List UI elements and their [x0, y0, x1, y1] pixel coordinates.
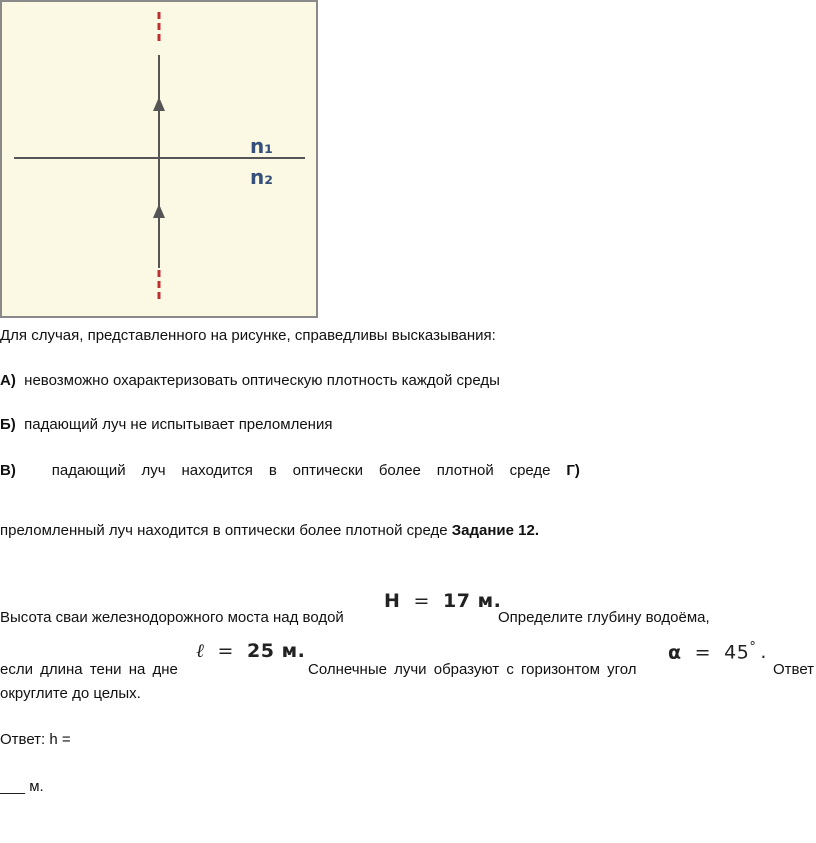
formula-angle	[668, 640, 767, 663]
option-word: в	[268, 462, 277, 479]
option-word: более	[378, 462, 421, 479]
option-text: невозможно охарактеризовать оптическую плотность каждой среды	[24, 372, 500, 389]
label-n2: n₂	[250, 165, 273, 189]
formula-symbol: H	[384, 590, 401, 612]
option-word: находится	[181, 462, 253, 479]
refraction-figure	[0, 0, 318, 318]
formula-height	[384, 590, 501, 612]
task-title: Задание 12.	[451, 522, 539, 539]
formula-symbol: ℓ	[196, 640, 205, 662]
option-key: А)	[0, 372, 16, 389]
option-b	[0, 416, 332, 434]
task-line1-end: Определите глубину водоёма,	[498, 609, 710, 626]
task-line2-end: Ответ	[773, 661, 815, 678]
option-key: В)	[0, 462, 16, 479]
option-a	[0, 372, 500, 390]
label-n1: n₁	[250, 134, 273, 158]
formula-shadow-length	[196, 640, 305, 663]
option-key: Б)	[0, 416, 16, 433]
option-text: падающий луч не испытывает преломления	[24, 416, 333, 433]
degree-sign: °	[749, 640, 757, 655]
option-key: Г)	[566, 462, 580, 479]
answer-blank: ___ м.	[0, 778, 44, 795]
formula-eq: =	[694, 641, 712, 664]
formula-value: 45	[724, 641, 750, 664]
task-line1-start: Высота сваи железнодорожного моста над водой	[0, 609, 344, 626]
option-word: оптически	[292, 462, 363, 479]
formula-eq: =	[413, 590, 430, 612]
option-c-line	[0, 462, 580, 480]
task-line2-start: если длина тени на дне	[0, 661, 178, 678]
formula-value: 17 м.	[443, 590, 502, 612]
question-intro: Для случая, представленного на рисунке, справедливы высказывания:	[0, 327, 496, 344]
option-text: преломленный луч находится в оптически более плотной среде	[0, 522, 448, 539]
option-word: среде	[509, 462, 551, 479]
formula-eq: =	[217, 640, 234, 662]
formula-period: .	[760, 641, 767, 664]
formula-value: 25 м.	[247, 640, 306, 662]
option-word: плотной	[436, 462, 494, 479]
option-d-text-line	[0, 522, 539, 540]
task-line3: округлите до целых.	[0, 685, 141, 702]
option-word: луч	[141, 462, 166, 479]
formula-symbol: α	[668, 641, 682, 664]
task-line2-mid: Солнечные лучи образуют с горизонтом угол	[308, 661, 637, 678]
answer-label: Ответ: h =	[0, 731, 71, 748]
option-word: падающий	[51, 462, 126, 479]
